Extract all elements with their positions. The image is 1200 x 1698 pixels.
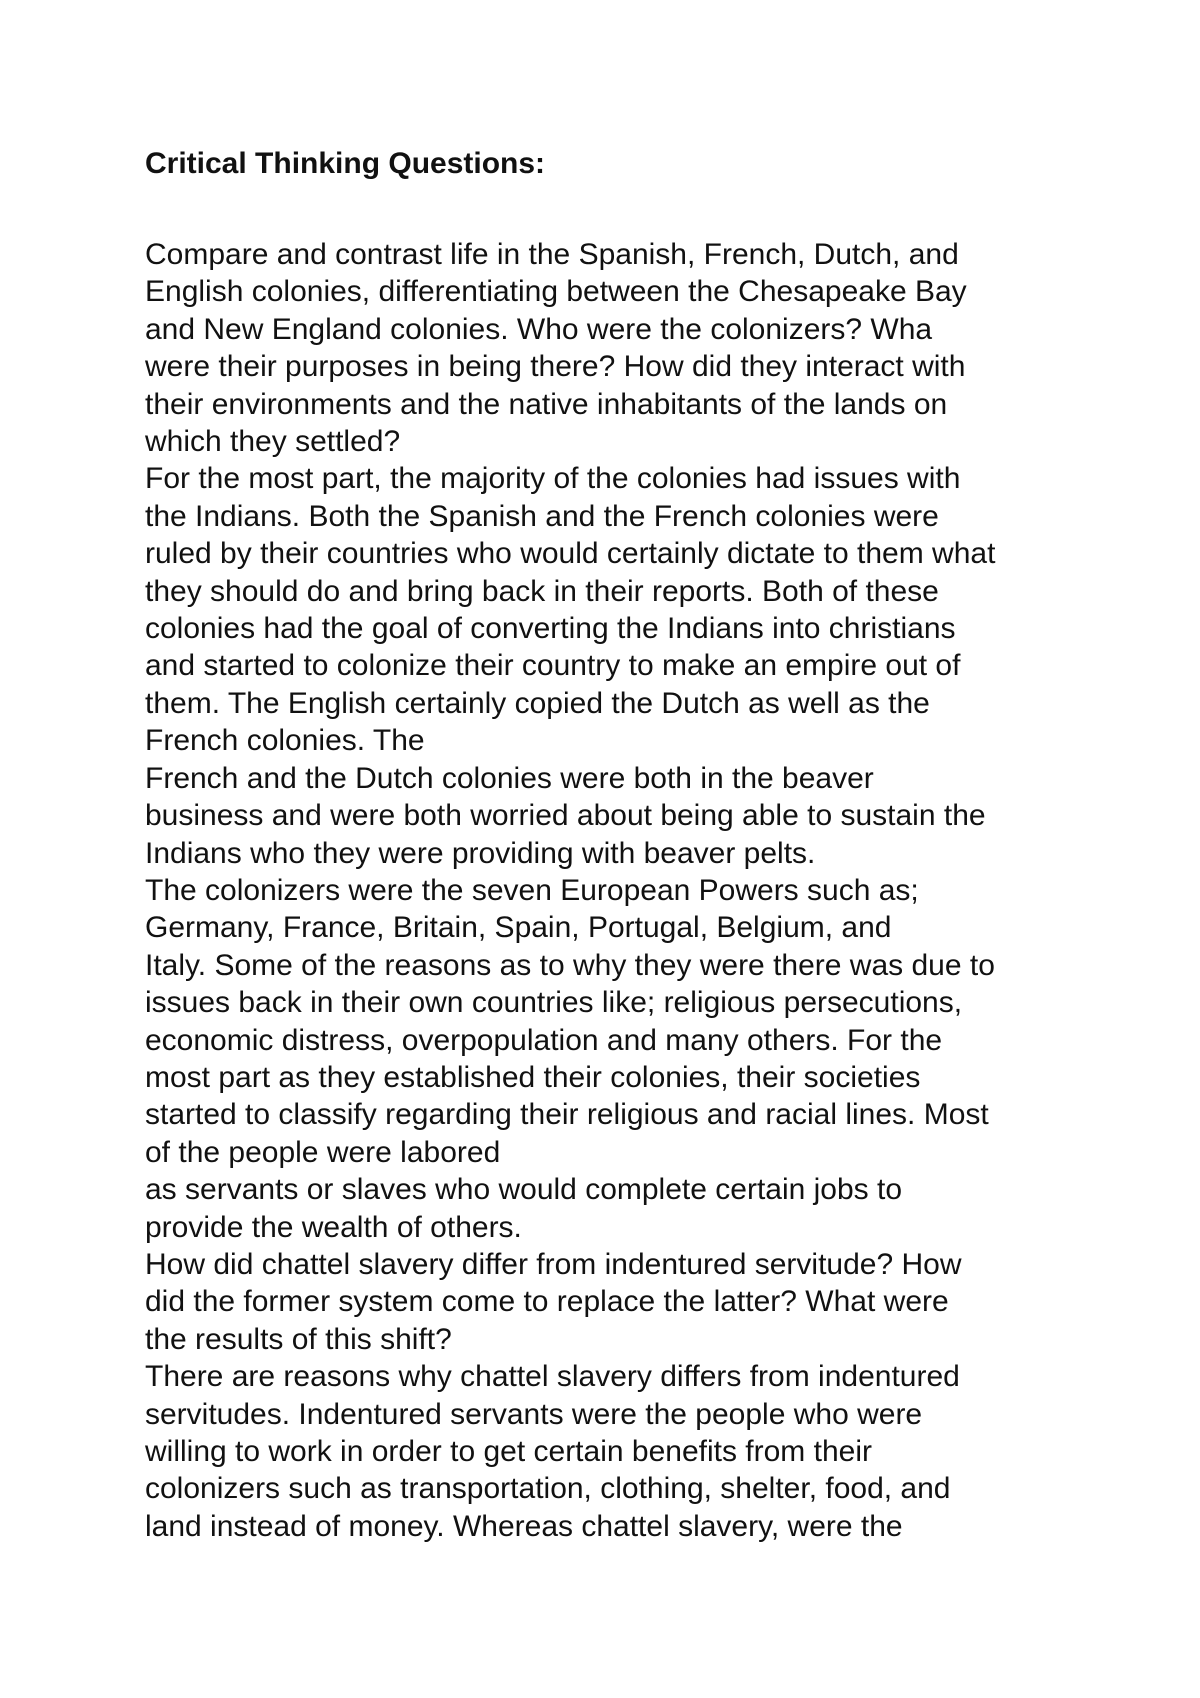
text-line: colonies had the goal of converting the Indians into christians	[145, 612, 956, 646]
text-line: Compare and contrast life in the Spanish, French, Dutch, and	[145, 238, 959, 271]
text-line: land instead of money. Whereas chattel slavery, were the	[145, 1509, 903, 1543]
text-line: business and were both worried about being able to sustain the	[145, 799, 986, 833]
text-line: The colonizers were the seven European Powers such as;	[145, 873, 919, 907]
text-line: French colonies. The	[145, 724, 425, 758]
document-title: Critical Thinking Questions:	[145, 147, 546, 180]
text-line: There are reasons why chattel slavery differs from indentured	[145, 1360, 960, 1394]
text-line: were their purposes in being there? How did they interact with	[145, 350, 966, 384]
text-line: colonizers such as transportation, clothing, shelter, food, and	[145, 1472, 951, 1506]
text-line: servitudes. Indentured servants were the people who were	[145, 1397, 923, 1431]
text-line: as servants or slaves who would complete certain jobs to	[145, 1173, 903, 1207]
text-line: they should do and bring back in their reports. Both of these	[145, 574, 939, 608]
text-line: English colonies, differentiating between the Chesapeake Bay	[145, 275, 967, 309]
text-line: Indians who they were providing with beaver pelts.	[145, 836, 816, 870]
text-line: How did chattel slavery differ from indentured servitude? How	[145, 1247, 962, 1281]
text-line: Italy. Some of the reasons as to why they were there was due to	[145, 948, 995, 982]
text-line: started to classify regarding their religious and racial lines. Most	[145, 1098, 989, 1132]
text-line: the Indians. Both the Spanish and the French colonies were	[145, 499, 939, 533]
text-line: and started to colonize their country to make an empire out of	[145, 649, 961, 683]
text-line: and New England colonies. Who were the colonizers? Wha	[145, 312, 933, 346]
text-line: For the most part, the majority of the colonies had issues with	[145, 462, 961, 496]
text-line: issues back in their own countries like; religious persecutions,	[145, 986, 963, 1020]
text-line: Germany, France, Britain, Spain, Portugal, Belgium, and	[145, 911, 892, 945]
text-line: which they settled?	[145, 425, 401, 459]
text-line: their environments and the native inhabitants of the lands on	[145, 387, 948, 421]
text-line: French and the Dutch colonies were both in the beaver	[145, 761, 874, 795]
text-line: did the former system come to replace the latter? What were	[145, 1285, 949, 1319]
text-line: ruled by their countries who would certainly dictate to them what	[145, 537, 996, 571]
text-line: most part as they established their colonies, their societies	[145, 1060, 921, 1094]
text-line: willing to work in order to get certain benefits from their	[145, 1435, 872, 1468]
text-line: the results of this shift?	[145, 1322, 452, 1356]
document-text	[145, 236, 1085, 1545]
document-body	[145, 145, 1085, 1545]
text-line: them. The English certainly copied the Dutch as well as the	[145, 686, 930, 720]
text-line: economic distress, overpopulation and many others. For the	[145, 1023, 943, 1057]
text-line: of the people were labored	[145, 1135, 501, 1169]
text-line: provide the wealth of others.	[145, 1210, 522, 1244]
